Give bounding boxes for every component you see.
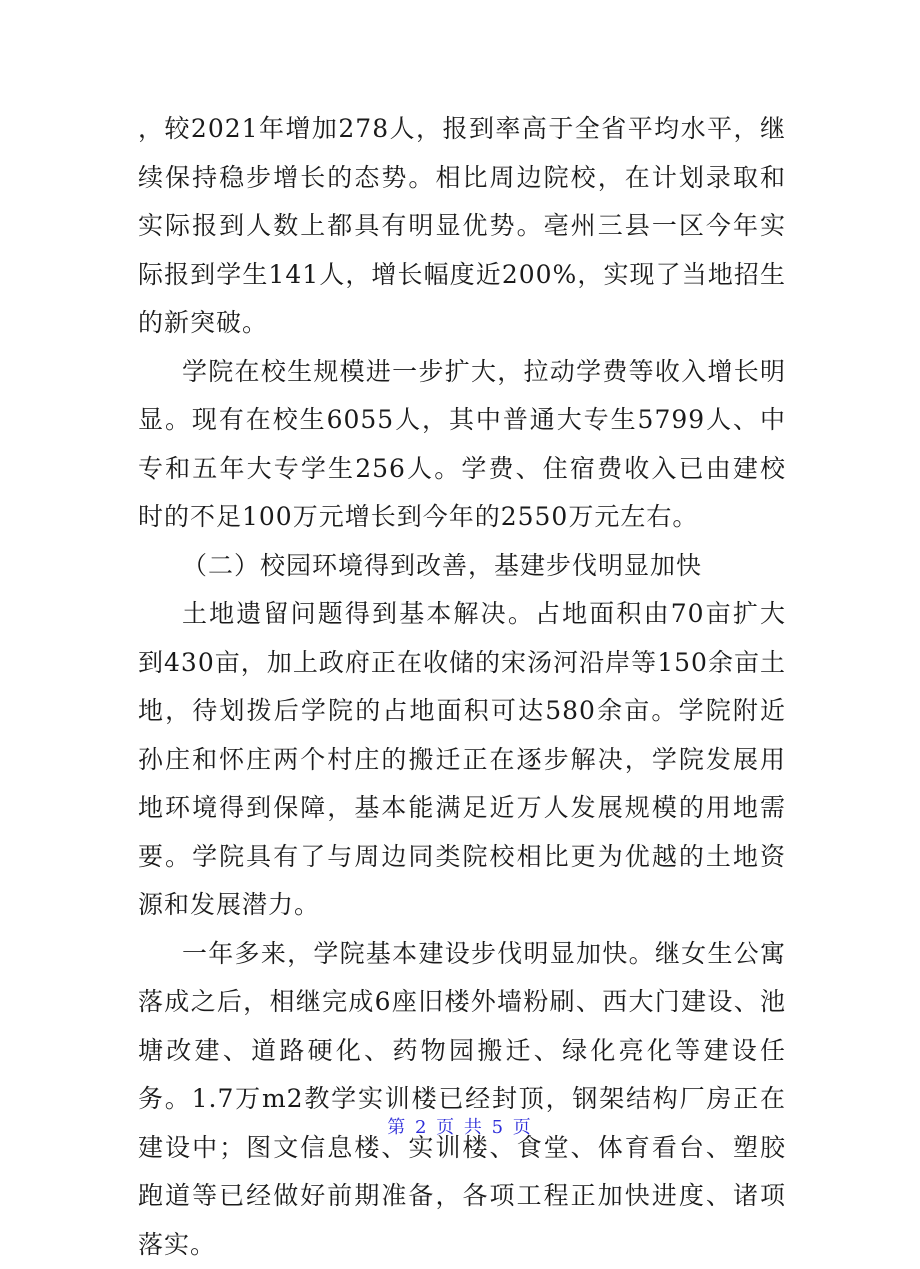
paragraph-enrollment-growth: ，较2021年增加278人，报到率高于全省平均水平，继续保持稳步增长的态势。相比周边院校，在计划录取和实际报到人数上都具有明显优势。亳州三县一区今年实际报到学生141人，增长幅度近200%，实现了当地招生的新突破。	[138, 105, 786, 348]
page-number-footer: 第 2 页 共 5 页	[0, 1113, 920, 1139]
paragraph-land-issues: 土地遗留问题得到基本解决。占地面积由70亩扩大到430亩，加上政府正在收储的宋汤河沿岸等150余亩土地，待划拨后学院的占地面积可达580余亩。学院附近孙庄和怀庄两个村庄的搬迁正在逐步解决，学院发展用地环境得到保障，基本能满足近万人发展规模的用地需要。学院具有了与周边同类院校相比更为优越的土地资源和发展潜力。	[138, 590, 786, 930]
section-heading-campus-environment: （二）校园环境得到改善，基建步伐明显加快	[138, 542, 786, 591]
paragraph-construction-progress: 一年多来，学院基本建设步伐明显加快。继女生公寓落成之后，相继完成6座旧楼外墙粉刷、西大门建设、池塘改建、道路硬化、药物园搬迁、绿化亮化等建设任务。1.7万m2教学实训楼已经封顶，钢架结构厂房正在建设中；图文信息楼、实训楼、食堂、体育看台、塑胶跑道等已经做好前期准备，各项工程正加快进度、诸项落实。	[138, 930, 786, 1269]
paragraph-student-scale: 学院在校生规模进一步扩大，拉动学费等收入增长明显。现有在校生6055人，其中普通大专生5799人、中专和五年大专学生256人。学费、住宿费收入已由建校时的不足100万元增长到今年的2550万元左右。	[138, 348, 786, 542]
document-body	[138, 105, 786, 1269]
